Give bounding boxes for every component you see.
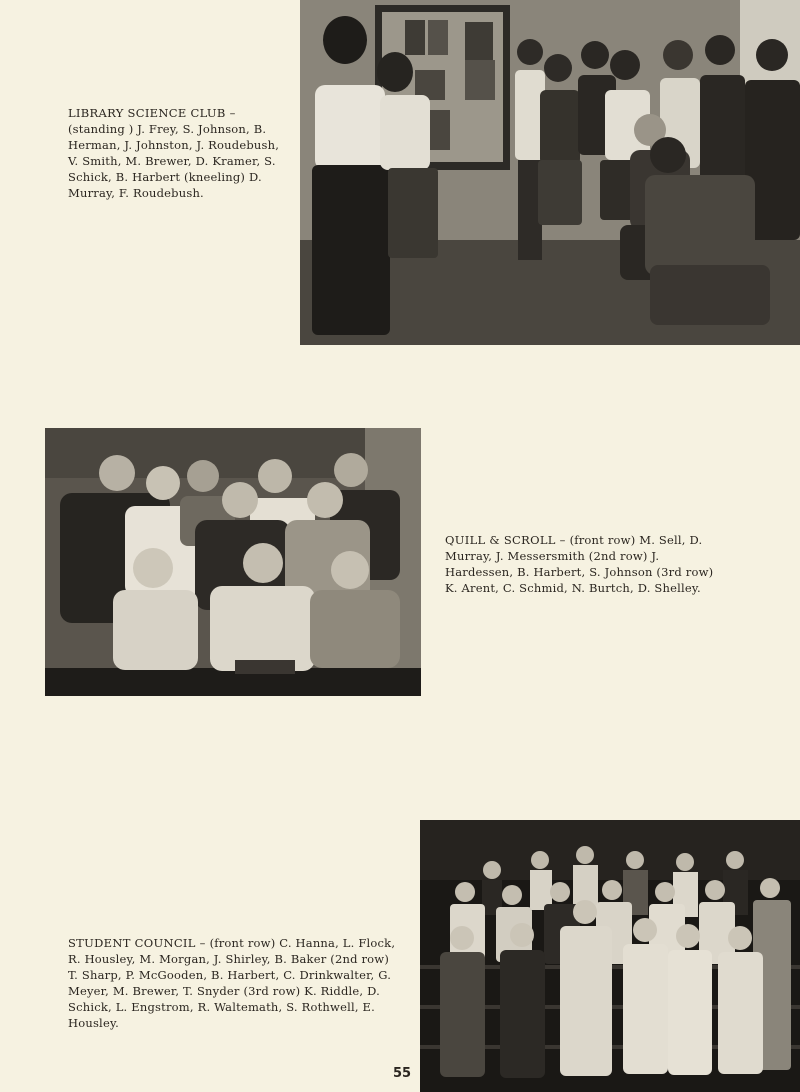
quill-and-scroll-photo xyxy=(45,428,421,696)
quill-and-scroll-caption xyxy=(445,532,720,596)
library-science-club-heading: LIBRARY SCIENCE CLUB – xyxy=(68,106,236,120)
student-council-photo xyxy=(420,820,800,1092)
library-science-club-caption xyxy=(68,105,283,201)
student-council-names: (front row) C. Hanna, L. Flock, R. Housley, M. Morgan, J. Shirley, B. Baker (2nd row) T. Sharp, P. McGooden, B. Harbert, C. Drinkwalter, G. Meyer, M. Brewer, T. Snyder (3rd row) K. Riddle, D. Schick, L. Engstrom, R. Waltemath, S. Rothwell, E. Housley. xyxy=(68,936,396,1030)
quill-and-scroll-names: (front row) M. Sell, D. Murray, J. Messersmith (2nd row) J. Hardessen, B. Harbert, S. Johnson (3rd row) K. Arent, C. Schmid, N. Burtch, D. Shelley. xyxy=(445,533,714,595)
student-council-heading: STUDENT COUNCIL – xyxy=(68,936,206,950)
page-number: 55 xyxy=(393,1066,412,1081)
library-science-club-names: (standing ) J. Frey, S. Johnson, B. Herman, J. Johnston, J. Roudebush, V. Smith, M. Brewer, D. Kramer, S. Schick, B. Harbert (kneeling) D. Murray, F. Roudebush. xyxy=(68,122,280,200)
quill-and-scroll-heading: QUILL & SCROLL – xyxy=(445,533,566,547)
library-science-club-photo xyxy=(300,0,800,345)
student-council-caption xyxy=(68,935,398,1031)
